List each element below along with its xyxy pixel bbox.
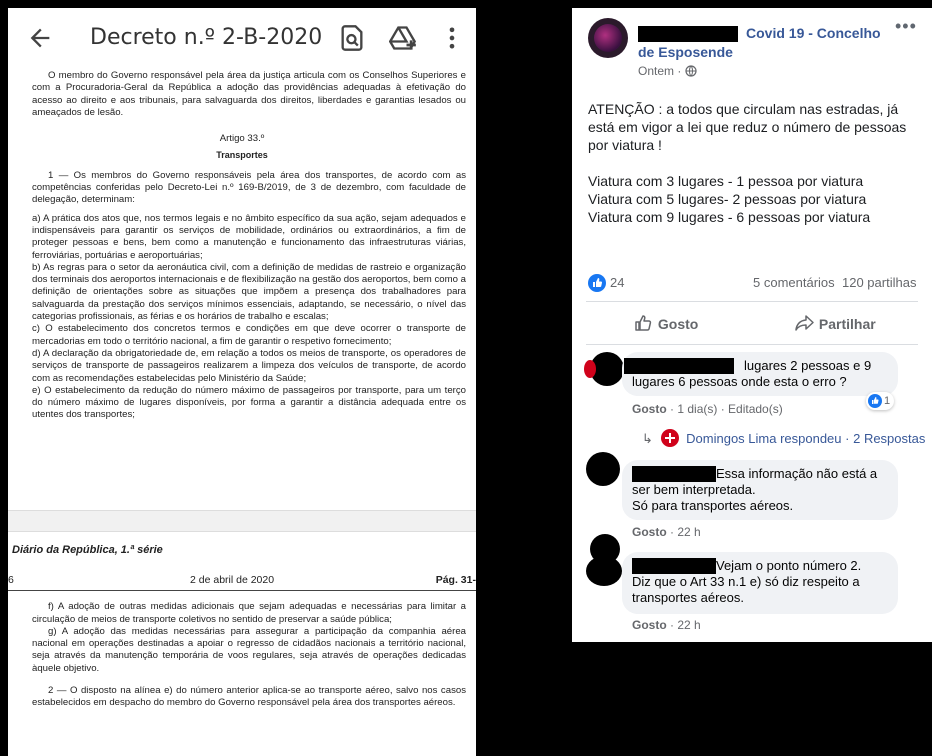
- post-line: Viatura com 3 lugares - 1 pessoa por viatura: [588, 173, 864, 189]
- comment-text: Vejam o ponto número 2.: [716, 558, 862, 573]
- comment-text: Diz que o Art 33 n.1 e) só diz respeito a transportes aéreos.: [632, 574, 860, 605]
- comment-like-link[interactable]: Gosto: [632, 618, 667, 632]
- page-number: Pág. 31-: [435, 574, 476, 587]
- item-c: c) O estabelecimento dos concretos termos e condições em que deve ocorrer o transporte de mercadorias em todo o território nacional, a fim de garantir o respetivo fornecimento;: [32, 323, 466, 347]
- article-title: Transportes: [216, 150, 268, 161]
- paragraph-1: 1 — Os membros do Governo responsáveis pela área dos transportes, de acordo com as competências conferidas pelo Decreto-Lei n.º 169-B/2019, de 3 de dezembro, com faculdade de delegação, determinam:: [32, 169, 466, 206]
- comment-meta: Gosto · 22 h: [632, 618, 701, 632]
- back-arrow-icon[interactable]: [26, 24, 54, 52]
- document-page-1: [8, 70, 476, 510]
- thumbs-up-icon: [634, 314, 654, 332]
- comment-bubble: [622, 352, 898, 396]
- item-e: e) O estabelecimento da redução do número máximo de passageiros por transporte, para um terço do número máximo de lugares disponíveis, por forma a garantir a distância adequada entre os utentes dos transportes;: [32, 384, 466, 421]
- comment-count[interactable]: 5 comentários: [753, 275, 835, 290]
- paragraph-2: 2 — O disposto na alínea e) do número anterior aplica-se ao transporte aéreo, salvo nos casos estabelecidos em despacho do membro do Governo responsável pela área dos transportes aéreos.: [32, 685, 466, 709]
- journal-name: Diário da República, 1.ª série: [12, 544, 163, 556]
- document-title: Decreto n.º 2-B-2020: [90, 25, 323, 50]
- post-options-icon[interactable]: •••: [895, 16, 917, 36]
- divider: [586, 301, 918, 302]
- add-to-drive-icon[interactable]: [389, 24, 417, 52]
- reply-arrow-icon: ↳: [642, 431, 653, 446]
- share-button[interactable]: Partilhar: [795, 314, 876, 332]
- post-line: Viatura com 5 lugares- 2 pessoas por viatura: [588, 191, 867, 207]
- page-separator: [8, 510, 476, 532]
- item-a: a) A prática dos atos que, nos termos legais e no âmbito específico da sua ação, sejam adequados e indispensáveis para garantir os serviços de mobilidade, ordinários ou extraordinários, a fim de proteger pessoas e bens, bem como a manutenção e funcionamento das infraestruturas viárias, ferroviárias, portuárias e aeroportuárias;: [32, 212, 466, 261]
- comment-text: Essa informação não está a ser bem interpretada.: [632, 466, 878, 497]
- post-line: Viatura com 9 lugares - 6 pessoas por viatura: [588, 209, 871, 225]
- redacted-commenter-name: [632, 558, 716, 574]
- page-left-number: 6: [8, 574, 14, 587]
- viewer-app-bar: [8, 8, 476, 70]
- share-arrow-icon: [795, 314, 815, 332]
- item-b: b) As regras para o setor da aeronáutica civil, com a definição de medidas de rastreio e organização dos terminais dos aeroportos internacionais e de flexibilização na gestão dos aeroportos, bem como a definição de orientações sobre as situações que impõem a presença dos trabalhadores para salvaguarda da prestação dos serviços mínimos essenciais, adaptando, se necessário, o nível das categorias profissionais, as férias e os horários de trabalho e escalas;: [32, 261, 466, 323]
- like-count[interactable]: 24: [610, 275, 625, 290]
- document-page-2: [8, 544, 476, 756]
- post-stats: [588, 274, 918, 294]
- like-button[interactable]: Gosto: [634, 314, 698, 332]
- poster-avatar[interactable]: [588, 18, 628, 58]
- comment-bubble: [622, 552, 898, 614]
- item-f: f) A adoção de outras medidas adicionais que sejam adequadas e necessárias para limitar a circulação de meios de transporte coletivos no sentido de preservar a saúde pública;: [32, 601, 466, 625]
- post-timestamp[interactable]: Ontem ·: [638, 64, 697, 78]
- comment-reaction-count[interactable]: 1: [866, 392, 894, 410]
- replies-link[interactable]: ↳ Domingos Lima respondeu · 2 Respostas: [642, 431, 926, 446]
- comment-bubble: [622, 460, 898, 520]
- comment-like-link[interactable]: Gosto: [632, 402, 667, 416]
- avatar-badge: [584, 360, 596, 378]
- item-d: d) A declaração da obrigatoriedade de, em relação a todos os meios de transporte, os operadores de serviços de transporte de passageiros realizarem a limpeza dos veículos de transporte, de acordo com as recomendações estabelecidas pelo Ministério da Saúde;: [32, 347, 466, 384]
- more-options-icon[interactable]: [438, 24, 466, 52]
- comment-text: lugares 2 pessoas e 9 lugares 6 pessoas onde esta o erro ?: [632, 358, 872, 389]
- comment-meta: Gosto · 1 dia(s) · Editado(s): [632, 402, 783, 416]
- divider: [586, 344, 918, 345]
- redacted-commenter-name: [624, 358, 734, 374]
- page-header-row: [8, 570, 476, 591]
- facebook-post: [572, 8, 932, 642]
- post-body: [588, 100, 924, 226]
- publication-date: 2 de abril de 2020: [190, 574, 275, 587]
- share-count[interactable]: 120 partilhas: [842, 275, 917, 290]
- like-reaction-icon: [588, 274, 606, 292]
- post-line: [588, 154, 924, 172]
- commenter-avatar-shadow: [586, 556, 622, 586]
- public-globe-icon: [685, 65, 697, 77]
- redacted-commenter-name: [632, 466, 716, 482]
- group-name[interactable]: Covid 19 - Concelho de Esposende: [638, 25, 881, 60]
- replier-avatar: [661, 429, 679, 447]
- post-line: ATENÇÃO : a todos que circulam nas estradas, já está em vigor a lei que reduz o número de pessoas por viatura !: [588, 101, 907, 153]
- comment-text: Só para transportes aéreos.: [632, 498, 794, 513]
- item-g: g) A adoção das medidas necessárias para assegurar a participação da companhia aérea nacional em operações destinadas a apoiar o regresso de cidadãos nacionais a território nacional, seja através da manutenção temporária de voos regulares, seja através de operações dedicadas àquele objetivo.: [32, 625, 466, 674]
- intro-paragraph: O membro do Governo responsável pela área da justiça articula com os Conselhos Superiores e com a Procuradoria-Geral da República a adoção das providências adequadas à efetivação do acesso ao direito e aos tribunais, para salvaguarda dos direitos, liberdades e garantias lesados ou ameaçados de lesão.: [32, 70, 466, 118]
- comment-like-link[interactable]: Gosto: [632, 525, 667, 539]
- document-viewer: [8, 8, 476, 756]
- commenter-avatar[interactable]: [586, 452, 620, 486]
- article-number: Artigo 33.º: [219, 133, 265, 145]
- comment-meta: Gosto · 22 h: [632, 525, 701, 539]
- find-in-document-icon[interactable]: [338, 24, 366, 52]
- like-reaction-icon: [868, 394, 882, 408]
